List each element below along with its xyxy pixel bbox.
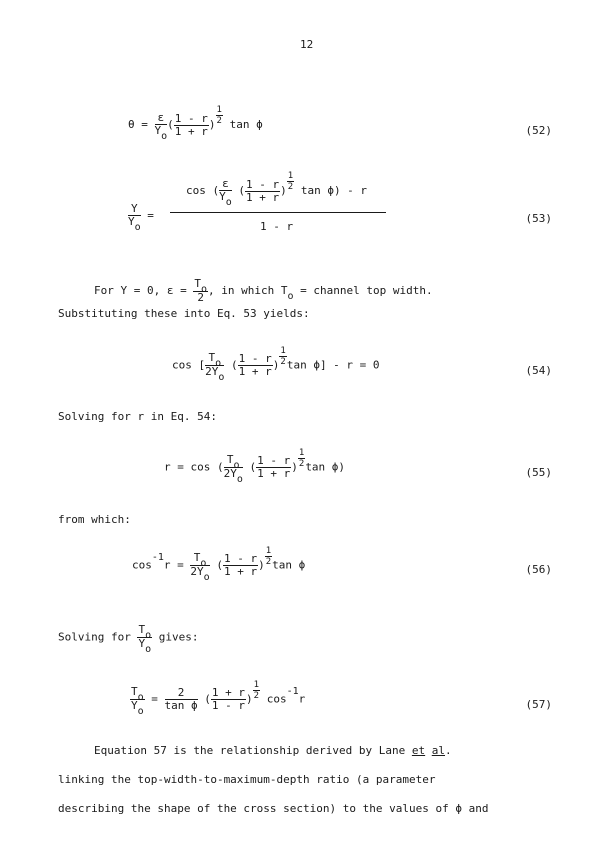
page-number: 12 (300, 38, 314, 51)
to-over-yo: $\frac{To}{Yo}$ (138, 623, 152, 655)
paragraph-1-line-2: Substituting these into Eq. 53 yields: (58, 307, 310, 320)
eq55-to-over-2yo: $\frac{To}{2Yo}$ (223, 453, 243, 485)
eq53-eps-over-y: $\frac{\varepsilon}{Yo}$ (219, 177, 232, 208)
eq53-fraction-bar (170, 212, 386, 213)
eq56-exponent: $\frac{1}{2}$ (265, 546, 272, 567)
eq57-two-over-tan: $\frac{2}{\text{tan ϕ}}$ (164, 686, 198, 712)
equation-52: θ = $\frac{\varepsilon}{Yo}$ ( $\frac{1 - r}{1 + r}$ ) $\frac{1}{2}$ tan ϕ (128, 105, 263, 142)
eq53-exponent: $\frac{1}{2}$ (287, 171, 294, 192)
paragraph-1-line-1: For Y = 0, ε = $\frac{To}{2}$ , in which To = channel top width. (94, 277, 433, 304)
eq53-lhs: $\frac{Y}{Yo}$ = (128, 202, 154, 233)
eq54-fraction: $\frac{1 - r}{1 + r}$ (238, 352, 272, 378)
text-solving-to-yo: Solving for $\frac{To}{Yo}$ gives: (58, 623, 199, 655)
eq53-denominator: 1 - r (260, 220, 294, 233)
eq55-fraction: $\frac{1 - r}{1 + r}$ (257, 454, 291, 480)
eq54-to-over-2yo: $\frac{To}{2Yo}$ (205, 351, 225, 383)
para1-to-over-2: $\frac{To}{2}$ (194, 277, 207, 304)
eq52-fraction: $\frac{1 - r}{1 + r}$ (174, 111, 208, 138)
eq56-fraction: $\frac{1 - r}{1 + r}$ (223, 552, 258, 578)
equation-54: cos [ $\frac{To}{2Yo}$ ( $\frac{1 - r}{1 + r}$ ) $\frac{1}{2}$ tan ϕ] - r = 0 (172, 346, 380, 383)
eq56-number: (56) (525, 563, 552, 576)
eq53-fraction: $\frac{1 - r}{1 + r}$ (246, 177, 280, 204)
eq53-number: (53) (525, 212, 552, 225)
eq54-number: (54) (525, 364, 552, 377)
eq52-lhs: θ = (128, 118, 148, 131)
paragraph-2-line-2: linking the top-width-to-maximum-depth ratio (a parameter (58, 773, 436, 786)
equation-57: $\frac{To}{Yo}$ = $\frac{2}{\text{tan ϕ}}$ ( $\frac{1 + r}{1 - r}$ ) $\frac{1}{2}$ cos-1r (131, 680, 306, 717)
eq52-eps-over-y: $\frac{\varepsilon}{Yo}$ (154, 111, 168, 142)
eq52-number: (52) (525, 124, 552, 137)
eq56-to-over-2yo: $\frac{To}{2Yo}$ (190, 551, 210, 583)
text-from-which: from which: (58, 513, 131, 526)
eq57-number: (57) (525, 698, 552, 711)
eq55-exponent: $\frac{1}{2}$ (298, 448, 305, 469)
eq57-fraction: $\frac{1 + r}{1 - r}$ (211, 686, 246, 712)
equation-56: cos-1r = $\frac{To}{2Yo}$ ( $\frac{1 - r}{1 + r}$ ) $\frac{1}{2}$ tan ϕ (132, 546, 306, 583)
equation-55: r = cos ( $\frac{To}{2Yo}$ ( $\frac{1 - r}{1 + r}$ ) $\frac{1}{2}$ tan ϕ) (164, 448, 346, 485)
eq52-exponent: $\frac{1}{2}$ (216, 105, 222, 126)
eq57-to-over-yo: $\frac{To}{Yo}$ (131, 685, 144, 717)
equation-53-numerator: cos ( $\frac{\varepsilon}{Yo}$ ( $\frac{1 - r}{1 + r}$ ) $\frac{1}{2}$ tan ϕ) - r (186, 171, 368, 208)
eq54-exponent: $\frac{1}{2}$ (280, 346, 286, 367)
text-solving-r: Solving for r in Eq. 54: (58, 410, 217, 423)
eq55-number: (55) (525, 466, 552, 479)
paragraph-2-line-3: describing the shape of the cross section) to the values of ϕ and (58, 802, 489, 815)
paragraph-2-line-1: Equation 57 is the relationship derived by Lane et al. (94, 744, 452, 757)
eq57-exponent: $\frac{1}{2}$ (253, 680, 260, 701)
